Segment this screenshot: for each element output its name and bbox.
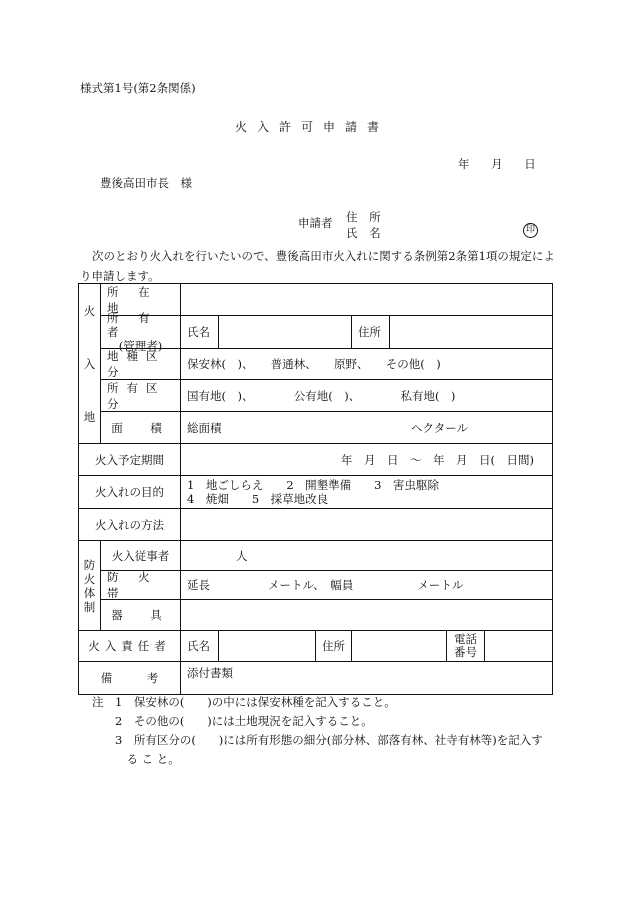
method-label: 火入れの方法 <box>79 509 181 540</box>
addressee: 豊後高田市長 様 <box>100 176 192 190</box>
purpose-row <box>79 476 552 509</box>
note-line: 2 その他の( )には土地現況を記入すること。 <box>92 714 373 728</box>
owner-name-label: 氏名 <box>181 316 219 348</box>
owner-address-field[interactable] <box>390 316 552 348</box>
responsible-name-field[interactable] <box>219 631 316 661</box>
responsible-row <box>79 631 552 662</box>
note-line: る こ と。 <box>92 752 180 766</box>
firebreak-length-unit: メートル、 幅員 <box>268 578 354 592</box>
remarks-label: 備 考 <box>79 662 181 694</box>
applicant-label: 申請者 <box>298 216 333 230</box>
method-field[interactable] <box>181 509 552 540</box>
ownership-label: 所有区分 <box>101 380 181 411</box>
period-row <box>79 444 552 476</box>
fire-area-heading-char: 火 <box>83 303 96 318</box>
owner-row <box>101 311 552 353</box>
area-total-label: 総面積 <box>187 420 222 435</box>
purpose-field[interactable] <box>181 476 552 508</box>
remarks-field[interactable] <box>181 662 552 694</box>
fire-area-heading-char: 入 <box>83 356 96 371</box>
phone-label-line: 電話 <box>454 632 477 646</box>
purpose-line: 1 地ごしらえ 2 開墾準備 3 害虫駆除 <box>187 478 439 492</box>
phone-label <box>447 631 485 661</box>
firebreak-label: 防 火 帯 <box>101 571 181 599</box>
fire-area-heading <box>79 284 101 443</box>
land-type-field[interactable]: 保安林( )、 普通林、 原野、 その他( ) <box>187 357 441 371</box>
form-title: 火入許可申請書 <box>235 120 390 134</box>
firebreak-row <box>101 571 552 600</box>
firebreak-field[interactable] <box>181 571 552 599</box>
workers-unit: 人 <box>236 548 248 563</box>
purpose-line: 4 焼畑 5 採草地改良 <box>187 492 329 506</box>
applicant-address-label: 住 所 <box>346 210 385 224</box>
equipment-row <box>101 600 552 630</box>
applicant-name-label: 氏 名 <box>346 226 385 240</box>
period-field[interactable]: 年 月 日 ～ 年 月 日( 日間) <box>341 452 534 467</box>
ownership-field[interactable]: 国有地( )、 公有地( )、 私有地( ) <box>187 388 456 403</box>
ownership-row <box>101 380 552 412</box>
period-label: 火入予定期間 <box>79 444 181 475</box>
note-line: 注 1 保安林の( )の中には保安林種を記入すること。 <box>92 695 396 709</box>
location-field[interactable] <box>181 284 552 315</box>
land-type-label: 地種区分 <box>101 349 181 379</box>
date-line: 年 月 日 <box>458 157 536 171</box>
fire-area-group <box>79 284 552 444</box>
area-row <box>101 412 552 443</box>
fire-prevention-heading <box>79 541 101 630</box>
workers-label: 火入従事者 <box>101 541 181 570</box>
fire-prevention-heading-char: 体 <box>83 585 96 600</box>
phone-label-line: 番号 <box>454 645 477 659</box>
responsible-name-label: 氏名 <box>181 631 219 661</box>
area-field[interactable] <box>181 412 552 443</box>
equipment-label: 器 具 <box>101 600 181 630</box>
owner-label-sub: (管理者) <box>118 339 163 353</box>
fire-prevention-heading-char: 制 <box>83 599 96 614</box>
location-label: 所 在 地 <box>101 284 181 315</box>
owner-label <box>101 311 181 353</box>
form-number: 様式第1号(第2条関係) <box>80 81 196 95</box>
area-unit: ヘクタール <box>410 420 468 435</box>
intro-paragraph: 次のとおり火入れを行いたいので、豊後高田市火入れに関する条例第2条第1項の規定により申請します。 <box>80 249 555 283</box>
fire-prevention-heading-char: 防 <box>83 557 96 572</box>
firebreak-length-label: 延長 <box>187 578 210 592</box>
firebreak-width-unit: メートル <box>417 578 464 592</box>
notes-section <box>92 693 543 769</box>
fire-prevention-group <box>79 541 552 631</box>
purpose-label: 火入れの目的 <box>79 476 181 508</box>
responsible-label: 火入責任者 <box>79 631 181 661</box>
owner-name-field[interactable] <box>219 316 352 348</box>
application-form-table <box>78 283 553 695</box>
fire-area-heading-char: 地 <box>83 409 96 424</box>
remarks-row <box>79 662 552 694</box>
workers-field[interactable] <box>181 541 552 570</box>
land-type-row <box>101 349 552 380</box>
seal-mark: 印 <box>523 223 538 238</box>
responsible-address-label: 住所 <box>316 631 352 661</box>
responsible-address-field[interactable] <box>352 631 447 661</box>
fire-prevention-heading-char: 火 <box>83 571 96 586</box>
owner-label-main: 所 有 者 <box>107 311 158 339</box>
remarks-value: 添付書類 <box>187 666 233 680</box>
method-row <box>79 509 552 541</box>
workers-row <box>101 541 552 571</box>
phone-field[interactable] <box>485 631 552 661</box>
area-label: 面 積 <box>101 412 181 443</box>
owner-address-label: 住所 <box>352 316 390 348</box>
note-line: 3 所有区分の( )には所有形態の細分(部分林、部落有林、社寺有林等)を記入す <box>92 733 543 747</box>
equipment-field[interactable] <box>181 600 552 630</box>
